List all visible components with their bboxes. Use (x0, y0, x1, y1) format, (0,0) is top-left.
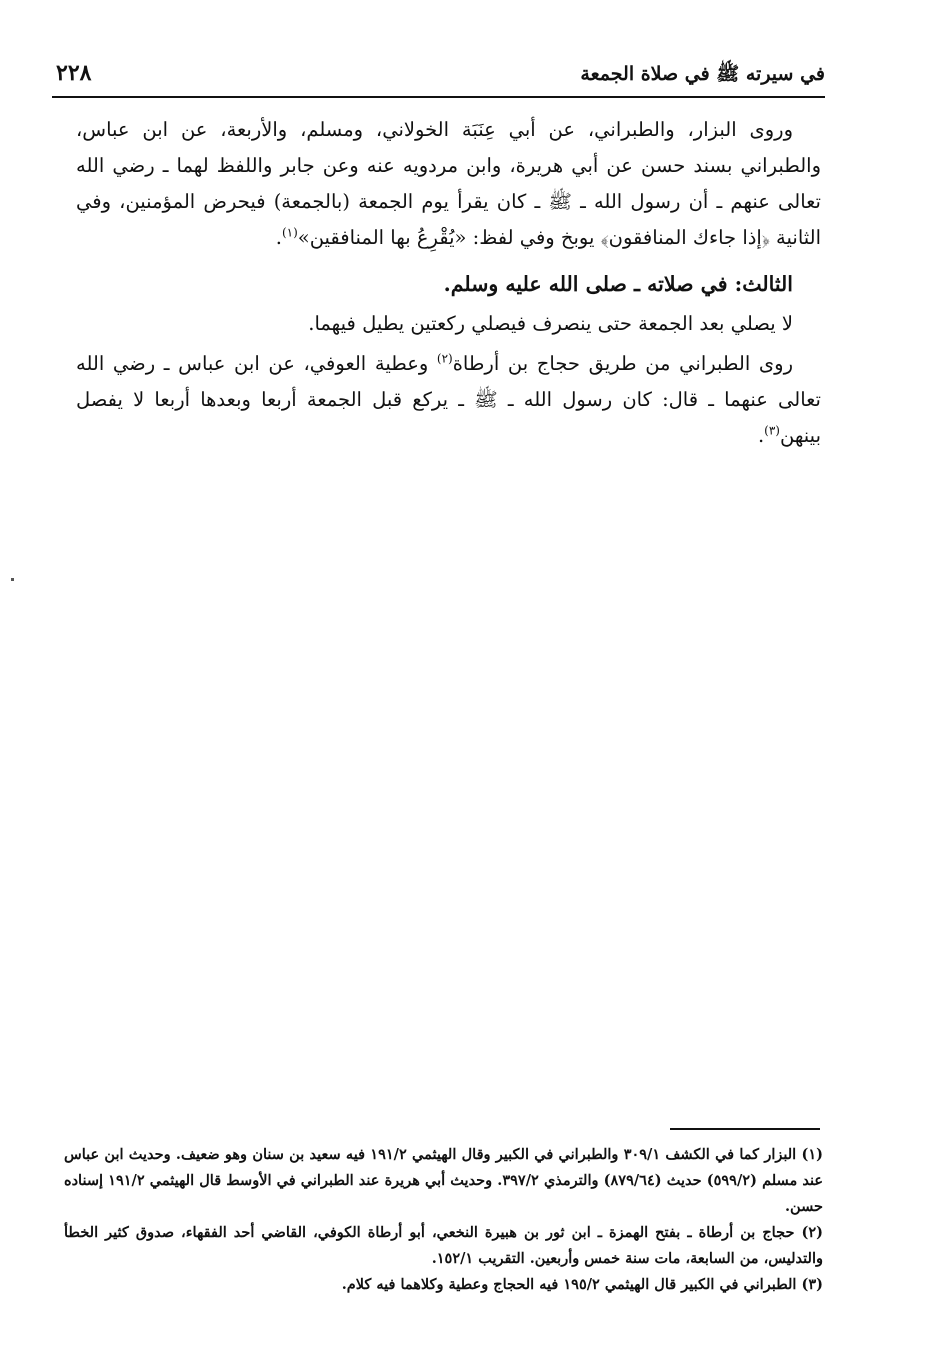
running-header (52, 60, 825, 98)
section-heading: الثالث: في صلاته ـ صلى الله عليه وسلم. (443, 272, 793, 296)
footnote-ref-3: (٣) (764, 423, 780, 438)
footnote-2: (٢) حجاج بن أرطاة ـ بفتح الهمزة ـ ابن ثور بن هبيرة النخعي، أبو أرطاة الكوفي، القاضي أحد الفقهاء، صدوق كثير الخطأ والتدليس، من السابعة، مات سنة خمس وأربعين. التقريب ١٥٢/١. (64, 1224, 823, 1267)
paragraph-1-end: . (275, 226, 282, 249)
running-title: في سيرته ﷺ في صلاة الجمعة (580, 63, 825, 85)
main-text (76, 112, 821, 454)
footnotes (64, 1142, 823, 1298)
footnote-ref-1: (١) (281, 225, 298, 240)
paragraph-2-start: روى الطبراني من طريق حجاج بن أرطاة (452, 352, 793, 375)
footnote-divider (670, 1128, 820, 1130)
paragraph-1-text: وروى البزار، والطبراني، عن أبي عِنَبَة الخولاني، ومسلم، والأربعة، عن ابن عباس، والطبراني بسند حسن عن أبي هريرة، وابن مردويه عنه وعن جابر واللفظ لهما ـ رضي الله تعالى عنهم ـ أن رسول الله ـ ﷺ ـ كان يقرأ يوم الجمعة (بالجمعة) فيحرض المؤمنين، وفي الثانية ﴿إذا جاءك المنافقون﴾ يوبخ وفي لفظ: «يُقْرِعُ بها المنافقين» (76, 118, 821, 249)
paragraph-2-end: . (757, 424, 765, 447)
section-lead: لا يصلي بعد الجمعة حتى ينصرف فيصلي ركعتين يطيل فيهما. (308, 312, 793, 335)
page-number: ٢٢٨ (56, 60, 92, 86)
paragraph-1 (76, 112, 821, 256)
footnote-1: (١) البزار كما في الكشف ٣٠٩/١ والطبراني في الكبير وقال الهيثمي ١٩١/٢ فيه سعيد بن سنان وهو ضعيف. وحديث ابن عباس عند مسلم (٥٩٩/٢) حديث (٨٧٩/٦٤) والترمذي ٣٩٧/٢. وحديث أبي هريرة عند الطبراني في الأوسط قال الهيثمي ١٩١/٢ إسناده حسن. (64, 1146, 823, 1215)
paragraph-2 (76, 346, 821, 454)
footnote-ref-2: (٢) (436, 351, 453, 366)
footnote-3: (٣) الطبراني في الكبير قال الهيثمي ١٩٥/٢ فيه الحجاج وعطية وكلاهما فيه كلام. (341, 1276, 823, 1293)
paragraph-2-rest: وعطية العوفي، عن ابن عباس ـ رضي الله تعالى عنهما ـ قال: كان رسول الله ـ ﷺ ـ يركع قبل الجمعة أربعا وبعدها أربعا لا يفصل بينهن (76, 352, 821, 447)
scan-speck (11, 578, 14, 581)
